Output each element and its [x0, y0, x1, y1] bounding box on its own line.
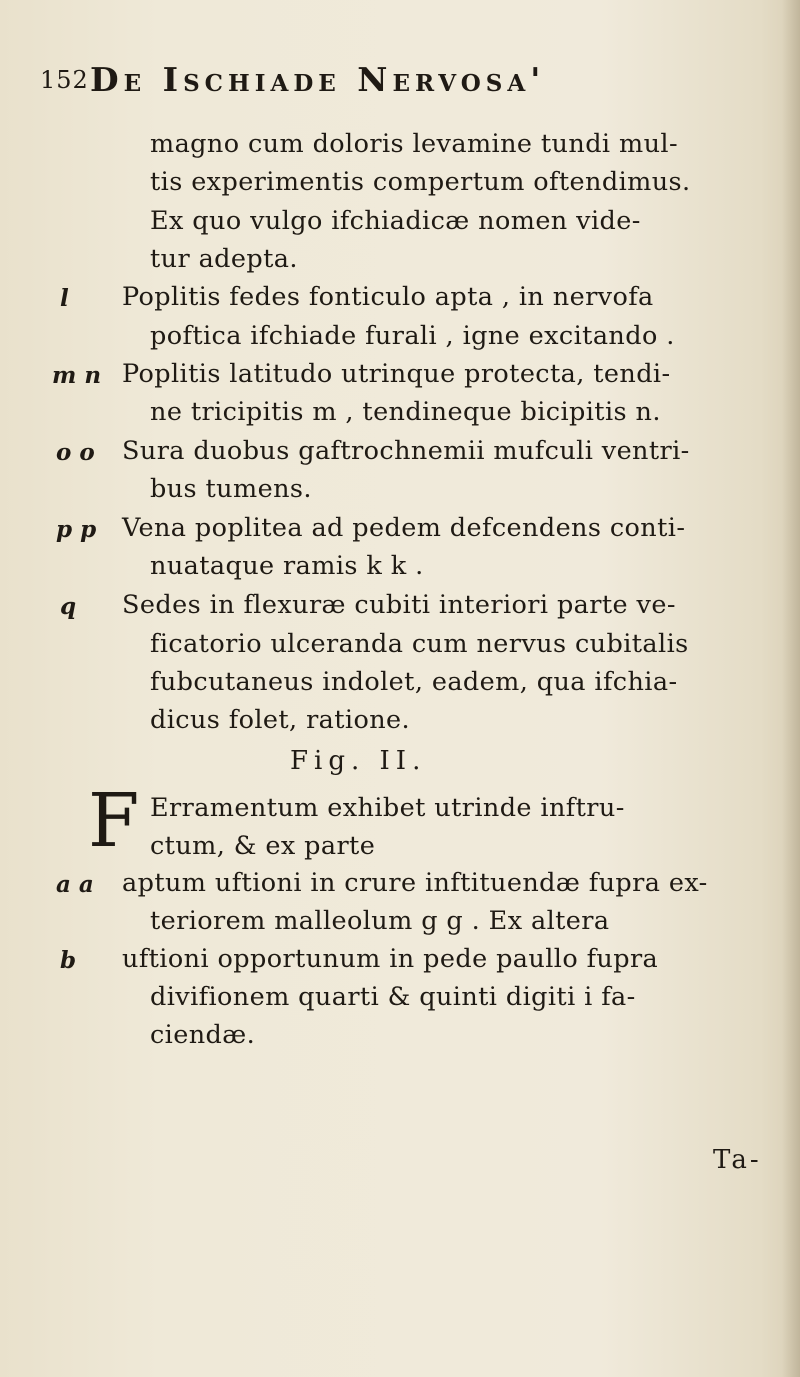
running-title: De Ischiade Nervosa' [90, 60, 546, 99]
text-line: ficatorio ulceranda cum nervus cubitalis [150, 629, 689, 659]
text-line: Poplitis fedes fonticulo apta , in nervofa [122, 282, 654, 312]
text-line: Erramentum exhibet utrinde inftru- [150, 793, 625, 823]
text-line: tis experimentis compertum oftendimus. [150, 167, 691, 197]
text-line: tur adepta. [150, 244, 298, 274]
figure-heading: Fig. II. [290, 746, 427, 776]
text-line: fubcutaneus indolet, eadem, qua ifchia- [150, 667, 678, 697]
text-line: bus tumens. [150, 474, 312, 504]
catchword: Ta- [713, 1145, 762, 1175]
text-line: nuataque ramis k k . [150, 551, 424, 581]
margin-label: p p [56, 516, 97, 543]
drop-cap: F [88, 778, 140, 864]
margin-label: q [60, 593, 77, 620]
page-header [0, 60, 800, 110]
text-line: ne tricipitis m , tendineque bicipitis n. [150, 397, 661, 427]
margin-label: b [60, 947, 77, 974]
text-line: magno cum doloris levamine tundi mul- [150, 129, 678, 159]
text-line: ciendæ. [150, 1020, 256, 1050]
text-line: aptum uftioni in crure inftituendæ fupra ex- [122, 868, 708, 898]
text-line: Sedes in flexuræ cubiti interiori parte ve- [122, 590, 676, 620]
text-line: Sura duobus gaftrochnemii mufculi ventri- [122, 436, 690, 466]
page-number: 152 [40, 66, 89, 94]
text-line: dicus folet, ratione. [150, 705, 411, 735]
margin-label: o o [56, 439, 95, 466]
text-line: Ex quo vulgo ifchiadicæ nomen vide- [150, 206, 641, 236]
text-line: Poplitis latitudo utrinque protecta, tendi- [122, 359, 671, 389]
margin-label: l [60, 285, 69, 312]
text-line: divifionem quarti & quinti digiti i fa- [150, 982, 636, 1012]
text-line: ctum, & ex parte [150, 831, 376, 861]
text-line: poftica ifchiade furali , igne excitando . [150, 321, 675, 351]
page-edge-shadow [782, 0, 800, 1377]
margin-label: m n [52, 362, 102, 389]
text-line: Vena poplitea ad pedem defcendens conti- [122, 513, 686, 543]
text-line: uftioni opportunum in pede paullo fupra [122, 944, 659, 974]
text-line: teriorem malleolum g g . Ex altera [150, 906, 610, 936]
margin-label: a a [56, 871, 94, 898]
